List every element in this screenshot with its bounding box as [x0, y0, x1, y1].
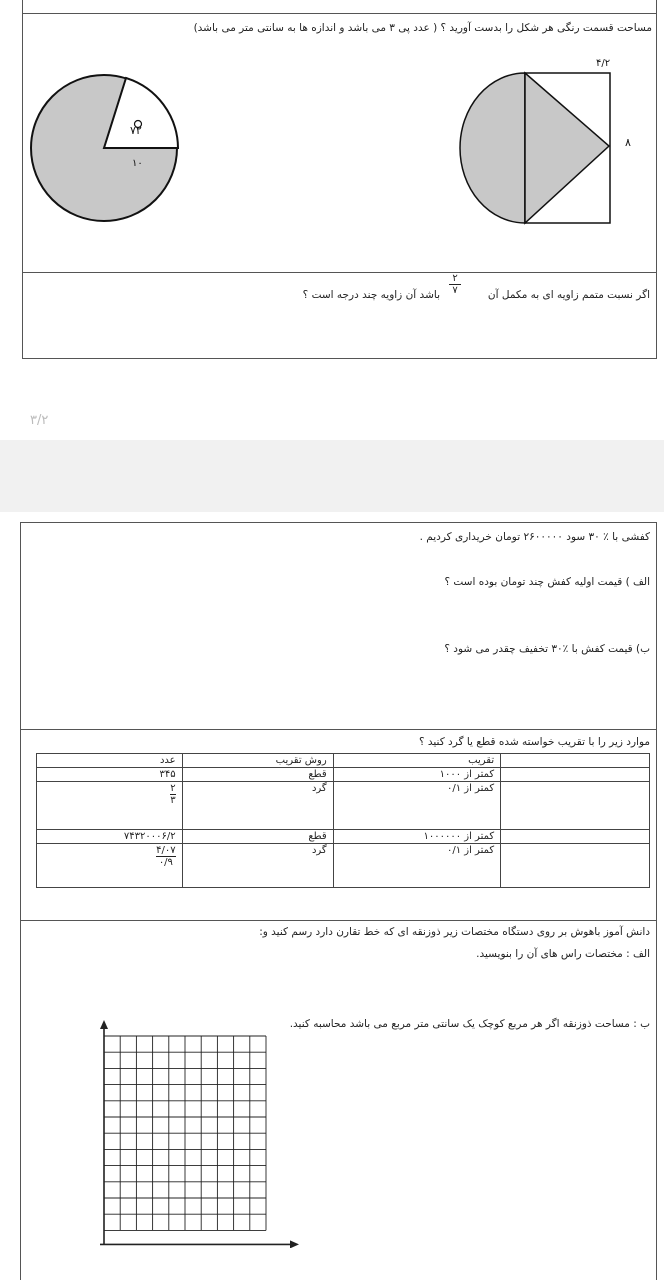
- page-number: ۳/۲: [30, 413, 49, 428]
- table-cell-number: ۳۴۵: [37, 768, 183, 782]
- table-header-row: [37, 754, 650, 768]
- box-border-right: [656, 0, 657, 358]
- page-1: [0, 0, 664, 440]
- question-angle-after: باشد آن زاویه چند درجه است ؟: [302, 289, 440, 301]
- table-header-method: روش تقریب: [182, 754, 333, 768]
- rect-side-label: ۸: [625, 136, 631, 149]
- approximation-table: [36, 753, 650, 888]
- table-cell-answer[interactable]: [501, 844, 650, 888]
- box2-border-top: [20, 522, 657, 523]
- box2-border-left: [20, 522, 21, 1280]
- question-shoe-intro: کفشی با ٪ ۳۰ سود ۲۶۰۰۰۰۰ تومان خریداری کردیم .: [419, 531, 650, 543]
- table-row: [37, 830, 650, 844]
- question-round-text: موارد زیر را با تقریب خواسته شده قطع یا گرد کنید ؟: [418, 736, 650, 748]
- rect-top-label: ۴/۲: [596, 58, 611, 69]
- fraction-numerator: ۲: [170, 783, 176, 794]
- page-2: [0, 512, 664, 1280]
- x-axis-arrow-icon: [290, 1240, 299, 1248]
- table-cell-number: [37, 782, 183, 830]
- table-cell-approx: کمتر از ۰/۱: [333, 782, 500, 830]
- table-cell-answer[interactable]: [501, 782, 650, 830]
- table-cell-method: قطع: [182, 830, 333, 844]
- table-cell-empty: [501, 754, 650, 768]
- circle-sector-figure: [28, 72, 188, 232]
- table-cell-answer[interactable]: [501, 830, 650, 844]
- table-cell-method: گرد: [182, 782, 333, 830]
- box2-border-right: [656, 522, 657, 1280]
- question-shoe-part-b: ب) قیمت کفش با ٪۳۰ تخفیف چقدر می شود ؟: [444, 643, 650, 655]
- fraction-decimal: [156, 845, 175, 868]
- table-cell-method: قطع: [182, 768, 333, 782]
- table-row: [37, 768, 650, 782]
- section-divider-round: [20, 920, 657, 921]
- question-angle-before: اگر نسبت متمم زاویه ای به مکمل آن: [487, 289, 650, 301]
- y-axis-arrow-icon: [100, 1020, 108, 1029]
- table-cell-number: ۷۴۳۲۰۰۰۶/۲: [37, 830, 183, 844]
- fraction-numerator: ۴/۰۷: [156, 845, 176, 856]
- table-cell-method: گرد: [182, 844, 333, 888]
- box-border-top: [22, 13, 657, 14]
- page-gap: [0, 440, 664, 512]
- table-cell-number: [37, 844, 183, 888]
- table-cell-approx: کمتر از ۰/۱: [333, 844, 500, 888]
- question-trap-part-a: الف : مختصات راس های آن را بنویسید.: [476, 948, 650, 960]
- question-trap-intro: دانش آموز باهوش بر روی دستگاه مختصات زیر ذوزنقه ای که خط تقارن دارد رسم کنید و:: [259, 926, 650, 938]
- fraction-numerator: ۲: [452, 273, 458, 284]
- section-divider-shoe: [20, 729, 657, 730]
- question-area-text: مساحت قسمت رنگی هر شکل را بدست آورید ؟ ( عدد پی ۳ می باشد و اندازه ها به سانتی متر می باشد): [193, 22, 652, 34]
- fraction-denominator: ۷: [449, 284, 461, 296]
- circle-angle-label: ۷۲: [130, 124, 142, 137]
- question-shoe-part-a: الف ) قیمت اولیه کفش چند تومان بوده است ؟: [444, 576, 650, 588]
- box-border-left: [22, 0, 23, 358]
- fraction-denominator: ۰/۹: [156, 856, 175, 868]
- table-cell-answer[interactable]: [501, 768, 650, 782]
- section-divider: [22, 272, 657, 273]
- table-row: [37, 844, 650, 888]
- question-trap-part-b: ب : مساحت ذوزنقه اگر هر مربع کوچک یک سانتی متر مربع می باشد محاسبه کنید.: [289, 1018, 650, 1030]
- fraction-denominator: ۳: [170, 795, 176, 806]
- table-cell-approx: کمتر از ۱۰۰۰: [333, 768, 500, 782]
- coordinate-grid[interactable]: [94, 1020, 304, 1248]
- table-row: [37, 782, 650, 830]
- table-header-approx: تقریب: [333, 754, 500, 768]
- question-angle-fraction: [449, 273, 461, 296]
- circle-radius-label: ۱۰: [132, 158, 143, 169]
- fraction-two-thirds: [170, 783, 175, 806]
- table-header-number: عدد: [37, 754, 183, 768]
- table-cell-approx: کمتر از ۱۰۰۰۰۰۰: [333, 830, 500, 844]
- box-border-bottom: [22, 358, 657, 359]
- square-semicircle-figure: [450, 52, 650, 232]
